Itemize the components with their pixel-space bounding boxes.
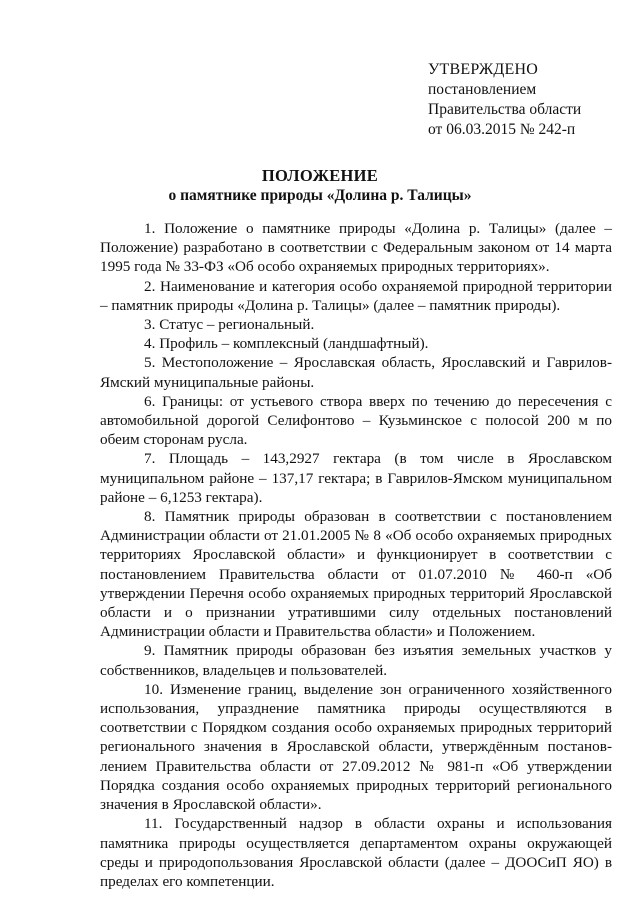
- paragraph-10: 10. Изменение границ, выделение зон ограниченного хозяйственного использования, упразднение памятника природы осуществляются в соответствии с Порядком создания особо охраняемых природных территорий регионального значения в Ярославской области, утверждённым постановлением Правительства области от 27.09.2012 № 981-п «Об утверждении Порядка создания особо охраняемых природных территорий регионального значения в Ярославской области».: [100, 680, 612, 814]
- approval-stamp: [428, 60, 628, 140]
- paragraph-2: 2. Наименование и категория особо охраняемой природной территории – памятник природы «Долина р. Талицы» (далее – памятник природы).: [100, 277, 612, 314]
- document-subtitle: о памятнике природы «Долина р. Талицы»: [168, 187, 472, 204]
- paragraph-9: 9. Памятник природы образован без изъятия земельных участков у собственников, владельцев и пользователей.: [100, 642, 612, 679]
- document-title: ПОЛОЖЕНИЕ: [261, 166, 379, 185]
- paragraph-6: 6. Границы: от устьевого створа вверх по течению до пересечения с автомобильной дорогой Селифонтово – Кузьминское с полосой 200 м по обеим сторонам русла.: [100, 392, 612, 449]
- document-heading: [0, 166, 640, 206]
- paragraph-11: 11. Государственный надзор в области охраны и использования памятника природы осуществляется департаментом охраны окружающей среды и природопользования Ярославской области (далее – ДООСиП ЯО) в пределах его компетенции.: [100, 815, 612, 890]
- paragraph-1: 1. Положение о памятнике природы «Долина р. Талицы» (далее – Положение) разработано в соответствии с Федеральным законом от 14 марта 1995 года № 33-ФЗ «Об особо охраняемых природных территориях».: [100, 220, 612, 276]
- paragraph-7: 7. Площадь – 143,2927 гектара (в том числе в Ярославском муниципальном районе – 137,17 гектара; в Гаврилов-Ямском муниципальном районе – 6,1253 гектара).: [100, 450, 612, 506]
- approval-heading: УТВЕРЖДЕНО: [428, 61, 539, 78]
- document-body: [100, 219, 612, 891]
- paragraph-5: 5. Местоположение – Ярославская область, Ярославский и Гаврилов-Ямский муниципальные районы.: [100, 354, 612, 391]
- approval-date-number: от 06.03.2015 № 242-п: [428, 121, 576, 138]
- paragraph-3: 3. Статус – региональный.: [144, 316, 315, 334]
- approval-line: постановлением: [428, 81, 537, 98]
- paragraph-4: 4. Профиль – комплексный (ландшафтный).: [144, 335, 429, 353]
- paragraph-8: 8. Памятник природы образован в соответствии с постановлением Администрации области от 21.01.2005 № 8 «Об особо охраняемых природных территориях Ярославской области» и функционирует в соответствии с постановлением Правительства области от 01.07.2010 № 460-п «Об утверждении Перечня особо охраняемых природных территорий Ярославской области и о признании утратившими силу отдельных постановлений Администрации области и Правительства области» и Положением.: [100, 508, 612, 641]
- approval-line: Правительства области: [428, 101, 582, 118]
